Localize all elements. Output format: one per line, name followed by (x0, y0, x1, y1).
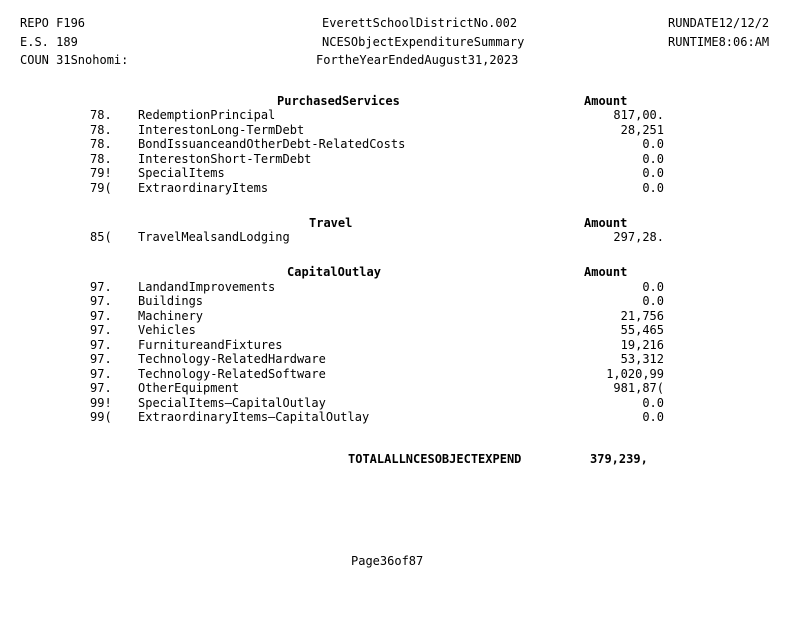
row-amount: 0.0 (642, 410, 664, 424)
row-amount: 19,216 (620, 338, 664, 352)
row-code: 97. (90, 367, 112, 381)
row-amount: 1,020,99 (606, 367, 664, 381)
row-code: 78. (90, 123, 112, 137)
row-amount: 28,251 (620, 123, 664, 137)
row-code: 97. (90, 352, 112, 366)
run-date: RUNDATE12/12/2 (668, 16, 770, 30)
row-amount: 0.0 (642, 280, 664, 294)
row-description: ExtraordinaryItems (138, 181, 269, 195)
row-amount: 981,87( (613, 381, 664, 395)
row-amount: 297,28. (613, 230, 664, 244)
amount-header: Amount (584, 265, 628, 279)
row-description: LandandImprovements (138, 280, 276, 294)
section-title-capital-outlay: CapitalOutlay (287, 265, 381, 279)
row-code: 78. (90, 152, 112, 166)
row-code: 97. (90, 294, 112, 308)
total-amount: 379,239, (590, 452, 648, 466)
row-description: BondIssuanceandOtherDebt-RelatedCosts (138, 137, 406, 151)
row-code: 97. (90, 323, 112, 337)
total-label: TOTALALLNCESOBJECTEXPEND (348, 452, 522, 466)
row-amount: 55,465 (620, 323, 664, 337)
row-amount: 53,312 (620, 352, 664, 366)
row-description: ExtraordinaryItems—CapitalOutlay (138, 410, 370, 424)
row-description: TravelMealsandLodging (138, 230, 290, 244)
row-description: RedemptionPrincipal (138, 108, 276, 122)
district-name: EverettSchoolDistrictNo.002 (322, 16, 518, 30)
row-code: 79! (90, 166, 112, 180)
report-period: FortheYearEndedAugust31,2023 (316, 53, 519, 67)
row-code: 99( (90, 410, 112, 424)
row-amount: 0.0 (642, 137, 664, 151)
amount-header: Amount (584, 94, 628, 108)
row-description: Technology-RelatedSoftware (138, 367, 326, 381)
section-title-travel: Travel (309, 216, 353, 230)
row-code: 79( (90, 181, 112, 195)
row-amount: 0.0 (642, 166, 664, 180)
row-amount: 0.0 (642, 152, 664, 166)
row-description: FurnitureandFixtures (138, 338, 283, 352)
row-description: Machinery (138, 309, 204, 323)
section-title-purchased-services: PurchasedServices (277, 94, 400, 108)
row-description: Vehicles (138, 323, 196, 337)
row-description: OtherEquipment (138, 381, 240, 395)
row-amount: 0.0 (642, 181, 664, 195)
row-description: Technology-RelatedHardware (138, 352, 326, 366)
report-id: REPO F196 (20, 16, 86, 30)
page-number: Page36of87 (351, 554, 424, 568)
row-description: Buildings (138, 294, 204, 308)
row-amount: 21,756 (620, 309, 664, 323)
row-description: SpecialItems—CapitalOutlay (138, 396, 326, 410)
row-description: InterestonShort-TermDebt (138, 152, 312, 166)
row-code: 97. (90, 309, 112, 323)
row-code: 85( (90, 230, 112, 244)
row-amount: 0.0 (642, 396, 664, 410)
row-code: 97. (90, 280, 112, 294)
row-description: SpecialItems (138, 166, 225, 180)
row-code: 78. (90, 137, 112, 151)
county: COUN 31Snohomi: (20, 53, 129, 67)
row-code: 97. (90, 338, 112, 352)
report-title: NCESObjectExpenditureSummary (322, 35, 525, 49)
run-time: RUNTIME8:06:AM (668, 35, 770, 49)
row-code: 78. (90, 108, 112, 122)
row-code: 99! (90, 396, 112, 410)
row-amount: 817,00. (613, 108, 664, 122)
row-amount: 0.0 (642, 294, 664, 308)
row-description: InterestonLong-TermDebt (138, 123, 305, 137)
amount-header: Amount (584, 216, 628, 230)
es-number: E.S. 189 (20, 35, 78, 49)
row-code: 97. (90, 381, 112, 395)
